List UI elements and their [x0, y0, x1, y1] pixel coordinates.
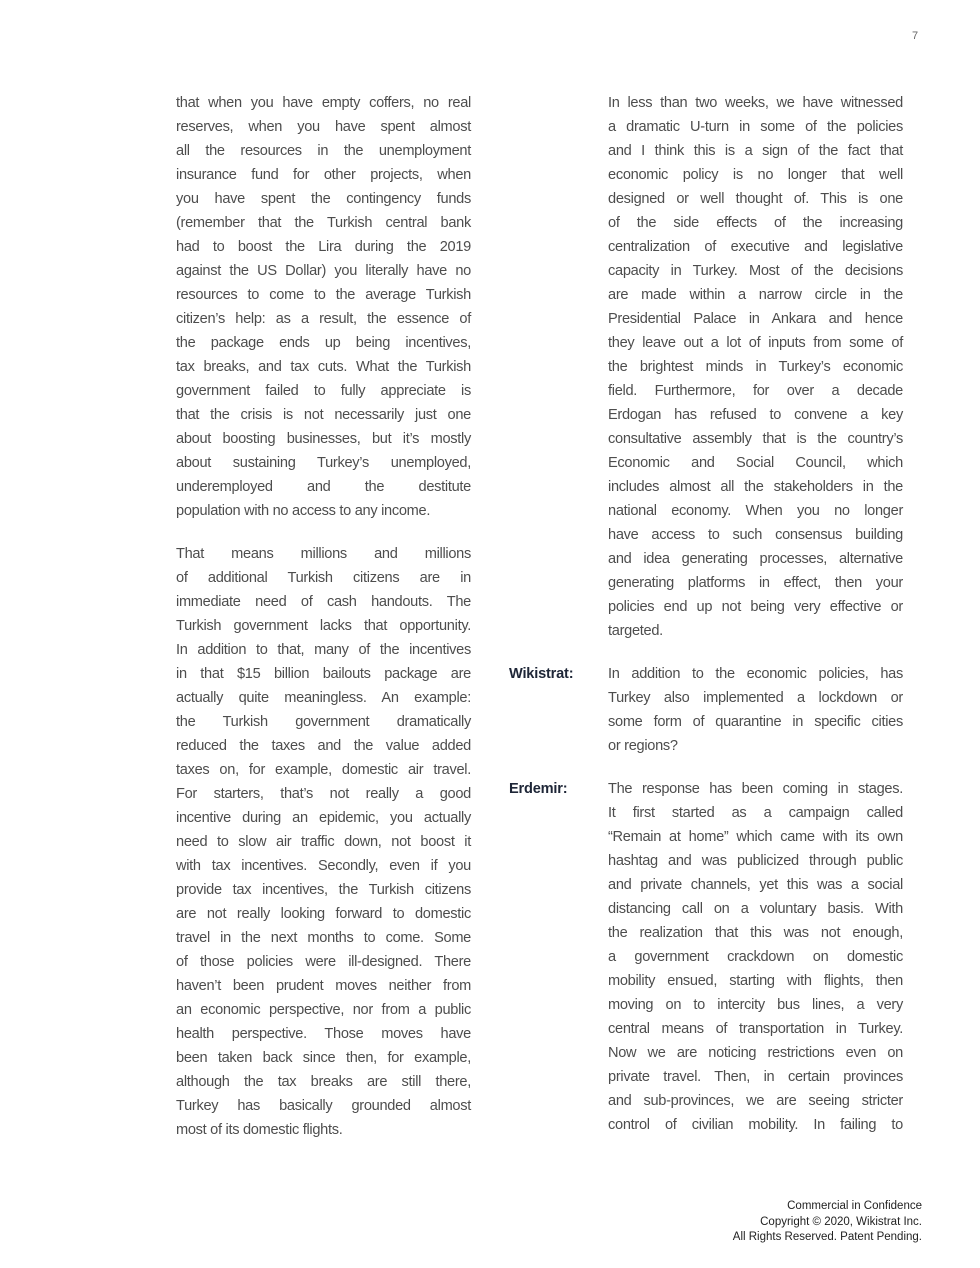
- footer: [733, 1199, 922, 1246]
- text-line: In addition to that, many of the incentives: [176, 642, 471, 658]
- text-line: that the crisis is not necessarily just one: [176, 407, 471, 423]
- text-line: For starters, that’s not really a good: [176, 786, 471, 802]
- text-line: reserves, when you have spent almost: [176, 119, 471, 135]
- text-line: moving on to intercity bus lines, a very: [608, 997, 903, 1013]
- text-line: citizen’s help: as a result, the essence of: [176, 311, 471, 327]
- text-line: immediate need of cash handouts. The: [176, 594, 471, 610]
- text-line: In less than two weeks, we have witnessed: [608, 95, 903, 111]
- text-line: and I think this is a sign of the fact that: [608, 143, 903, 159]
- text-line: the Turkish government dramatically: [176, 714, 471, 730]
- text-line: (remember that the Turkish central bank: [176, 215, 471, 231]
- text-line: the realization that this was not enough,: [608, 925, 903, 941]
- text-line: includes almost all the stakeholders in the: [608, 479, 903, 495]
- text-line: provide tax incentives, the Turkish citizens: [176, 882, 471, 898]
- text-line: distancing call on a voluntary basis. With: [608, 901, 903, 917]
- text-line: policies end up not being very effective or: [608, 599, 903, 615]
- text-line: had to boost the Lira during the 2019: [176, 239, 471, 255]
- text-line: an economic perspective, nor from a public: [176, 1002, 471, 1018]
- text-line: economic policy is no longer that well: [608, 167, 903, 183]
- text-line: actually quite meaningless. An example:: [176, 690, 471, 706]
- text-line: field. Furthermore, for over a decade: [608, 383, 903, 399]
- page-number: 7: [912, 30, 919, 42]
- text-line: they leave out a lot of inputs from some of: [608, 335, 903, 351]
- speaker-label-erdemir: Erdemir:: [509, 781, 568, 797]
- text-line: Economic and Social Council, which: [608, 455, 903, 471]
- text-line: are not really looking forward to domestic: [176, 906, 471, 922]
- text-line: tax breaks, and tax cuts. What the Turkish: [176, 359, 471, 375]
- text-line: a government crackdown on domestic: [608, 949, 903, 965]
- text-line: Now we are noticing restrictions even on: [608, 1045, 903, 1061]
- text-line: the brightest minds in Turkey’s economic: [608, 359, 903, 375]
- text-line: consultative assembly that is the country’s: [608, 431, 903, 447]
- text-line: government failed to fully appreciate is: [176, 383, 471, 399]
- text-line: underemployed and the destitute: [176, 479, 471, 495]
- text-line: “Remain at home” which came with its own: [608, 829, 903, 845]
- text-line: resources to come to the average Turkish: [176, 287, 471, 303]
- text-line: of the side effects of the increasing: [608, 215, 903, 231]
- footer-confidentiality: Commercial in Confidence: [787, 1200, 922, 1212]
- footer-rights: All Rights Reserved. Patent Pending.: [732, 1231, 922, 1243]
- text-line: mobility ensued, starting with flights, then: [608, 973, 903, 989]
- text-line: control of civilian mobility. In failing to: [608, 1117, 903, 1133]
- paragraph: [608, 91, 903, 643]
- text-line: capacity in Turkey. Most of the decisions: [608, 263, 903, 279]
- text-line: that when you have empty coffers, no real: [176, 95, 471, 111]
- text-line: and private channels, yet this was a social: [608, 877, 903, 893]
- left-column: [176, 91, 471, 1142]
- text-line: Erdogan has refused to convene a key: [608, 407, 903, 423]
- text-line: insurance fund for other projects, when: [176, 167, 471, 183]
- text-line: It first started as a campaign called: [608, 805, 903, 821]
- erdemir-answer: [608, 777, 903, 1137]
- text-line: targeted.: [608, 623, 663, 639]
- wikistrat-question: [608, 662, 903, 758]
- text-line: in that $15 billion bailouts package are: [176, 666, 471, 682]
- text-line: reduced the taxes and the value added: [176, 738, 471, 754]
- text-line: or regions?: [608, 738, 678, 754]
- text-line: and sub-provinces, we are seeing stricter: [608, 1093, 903, 1109]
- text-line: In addition to the economic policies, has: [608, 666, 903, 682]
- text-line: central means of transportation in Turkey.: [608, 1021, 903, 1037]
- text-line: although the tax breaks are still there,: [176, 1074, 471, 1090]
- paragraph: [176, 542, 471, 1142]
- text-line: Turkey has basically grounded almost: [176, 1098, 471, 1114]
- text-line: of additional Turkish citizens are in: [176, 570, 471, 586]
- text-line: designed or well thought of. This is one: [608, 191, 903, 207]
- text-line: of those policies were ill-designed. There: [176, 954, 471, 970]
- text-line: health perspective. Those moves have: [176, 1026, 471, 1042]
- right-column: [608, 91, 903, 1137]
- text-line: private travel. Then, in certain provinces: [608, 1069, 903, 1085]
- text-line: against the US Dollar) you literally have no: [176, 263, 471, 279]
- text-line: about boosting businesses, but it’s mostly: [176, 431, 471, 447]
- speaker-label-wikistrat: Wikistrat:: [509, 666, 574, 682]
- text-line: all the resources in the unemployment: [176, 143, 471, 159]
- text-line: taxes on, for example, domestic air travel.: [176, 762, 471, 778]
- text-line: hashtag and was publicized through public: [608, 853, 903, 869]
- text-line: travel in the next months to come. Some: [176, 930, 471, 946]
- text-line: population with no access to any income.: [176, 503, 431, 519]
- text-line: generating platforms in effect, then your: [608, 575, 903, 591]
- text-line: national economy. When you no longer: [608, 503, 903, 519]
- text-line: Turkish government lacks that opportunity.: [176, 618, 471, 634]
- text-line: some form of quarantine in specific cities: [608, 714, 903, 730]
- text-line: a dramatic U-turn in some of the policies: [608, 119, 903, 135]
- text-line: centralization of executive and legislative: [608, 239, 903, 255]
- text-line: need to slow air traffic down, not boost it: [176, 834, 471, 850]
- text-line: haven’t been prudent moves neither from: [176, 978, 471, 994]
- text-line: with tax incentives. Secondly, even if you: [176, 858, 471, 874]
- text-line: That means millions and millions: [176, 546, 471, 562]
- text-line: you have spent the contingency funds: [176, 191, 471, 207]
- text-line: Turkey also implemented a lockdown or: [608, 690, 903, 706]
- text-line: incentive during an epidemic, you actually: [176, 810, 471, 826]
- text-line: and idea generating processes, alternative: [608, 551, 903, 567]
- text-line: been taken back since then, for example,: [176, 1050, 471, 1066]
- text-line: about sustaining Turkey’s unemployed,: [176, 455, 471, 471]
- text-line: the package ends up being incentives,: [176, 335, 471, 351]
- text-line: have access to such consensus building: [608, 527, 903, 543]
- text-line: The response has been coming in stages.: [608, 781, 903, 797]
- footer-copyright: Copyright © 2020, Wikistrat Inc.: [760, 1215, 922, 1228]
- text-line: most of its domestic flights.: [176, 1122, 343, 1138]
- paragraph: [176, 91, 471, 523]
- text-line: are made within a narrow circle in the: [608, 287, 903, 303]
- text-line: Presidential Palace in Ankara and hence: [608, 311, 903, 327]
